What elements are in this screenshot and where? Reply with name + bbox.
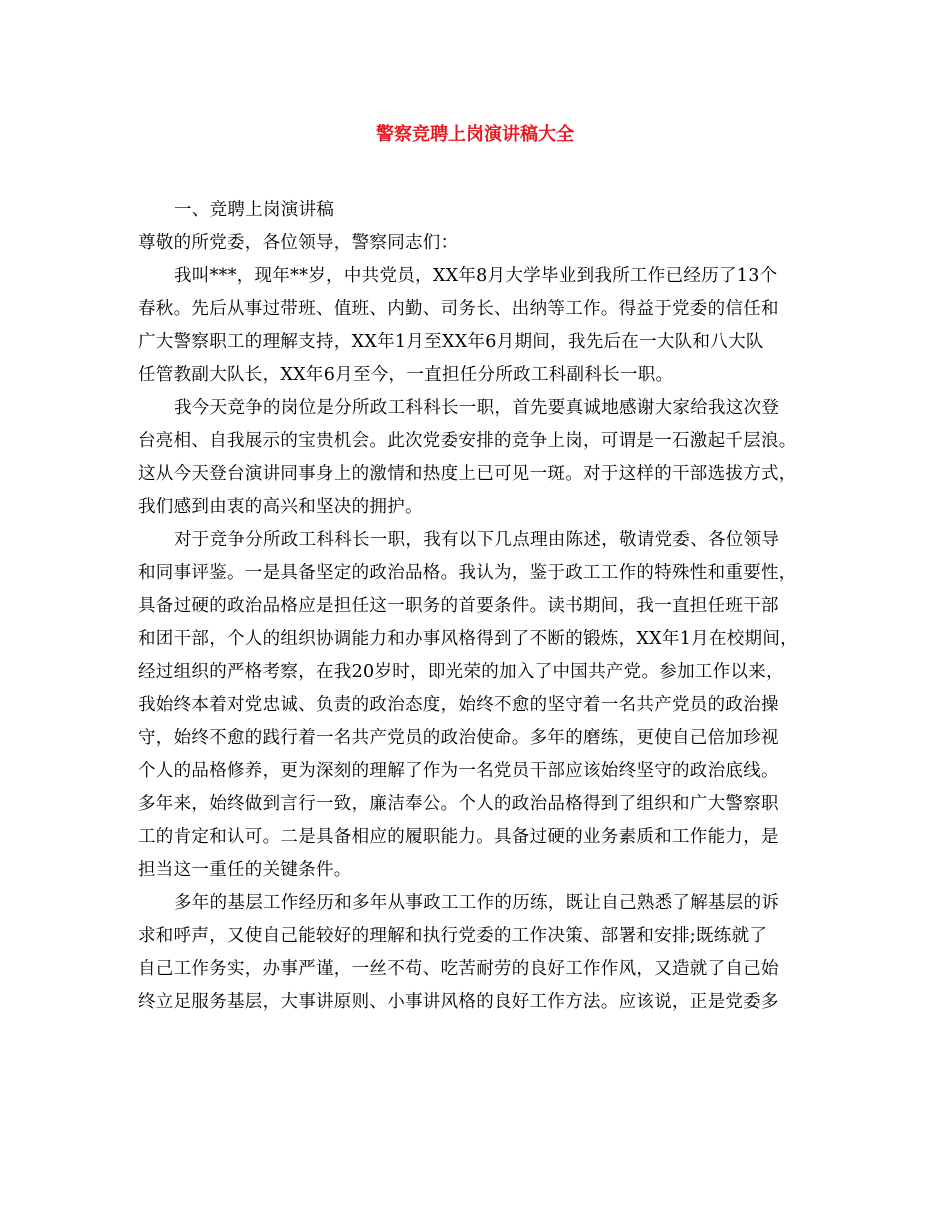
text-line: 我今天竞争的岗位是分所政工科科长一职，首先要真诚地感谢大家给我这次登 [174,398,780,418]
text-line: 广大警察职工的理解支持，XX年1月至XX年6月期间，我先后在一大队和八大队 [138,332,764,352]
text-line: 自己工作务实，办事严谨，一丝不苟、吃苦耐劳的良好工作作风，又造就了自己始 [138,959,779,979]
text-line: 多年的基层工作经历和多年从事政工工作的历练，既让自己熟悉了解基层的诉 [174,893,780,913]
text-line: 和团干部，个人的组织协调能力和办事风格得到了不断的锻炼，XX年1月在校期间， [138,629,798,649]
text-line: 担当这一重任的关键条件。 [138,860,352,880]
text-line: 具备过硬的政治品格应是担任这一职务的首要条件。读书期间，我一直担任班干部 [138,596,779,616]
text-line: 对于竞争分所政工科科长一职，我有以下几点理由陈述，敬请党委、各位领导 [174,530,780,550]
text-line: 个人的品格修养，更为深刻的理解了作为一名党员干部应该始终坚守的政治底线。 [138,761,779,781]
text-line: 求和呼声，又使自己能较好的理解和执行党委的工作决策、部署和安排;既练就了 [138,926,768,946]
text-line: 任管教副大队长，XX年6月至今，一直担任分所政工科副科长一职。 [138,365,674,385]
text-line: 我叫***，现年**岁，中共党员，XX年8月大学毕业到我所工作已经历了13个 [174,266,778,286]
text-line: 这从今天登台演讲同事身上的激情和热度上已可见一斑。对于这样的干部选拔方式， [138,464,797,484]
text-line: 工的肯定和认可。二是具备相应的履职能力。具备过硬的业务素质和工作能力，是 [138,827,779,847]
document-title: 警察竞聘上岗演讲稿大全 [376,124,574,145]
text-line: 多年来，始终做到言行一致，廉洁奉公。个人的政治品格得到了组织和广大警察职 [138,794,779,814]
text-line: 一、竞聘上岗演讲稿 [174,200,335,220]
text-line: 台亮相、自我展示的宝贵机会。此次党委安排的竞争上岗，可谓是一石激起千层浪。 [138,431,797,451]
text-line: 春秋。先后从事过带班、值班、内勤、司务长、出纳等工作。得益于党委的信任和 [138,299,779,319]
text-line: 尊敬的所党委，各位领导，警察同志们： [138,233,459,253]
text-line: 我们感到由衷的高兴和坚决的拥护。 [138,497,423,517]
text-line: 和同事评鉴。一是具备坚定的政治品格。我认为，鉴于政工工作的特殊性和重要性， [138,563,797,583]
document-body [138,194,820,1019]
text-line: 终立足服务基层，大事讲原则、小事讲风格的良好工作方法。应该说，正是党委多 [138,992,779,1012]
text-line: 经过组织的严格考察，在我20岁时，即光荣的加入了中国共产党。参加工作以来， [138,662,784,682]
text-line: 守，始终不愈的践行着一名共产党员的政治使命。多年的磨练，更使自己倍加珍视 [138,728,779,748]
text-line: 我始终本着对党忠诚、负责的政治态度，始终不愈的坚守着一名共产党员的政治操 [138,695,779,715]
